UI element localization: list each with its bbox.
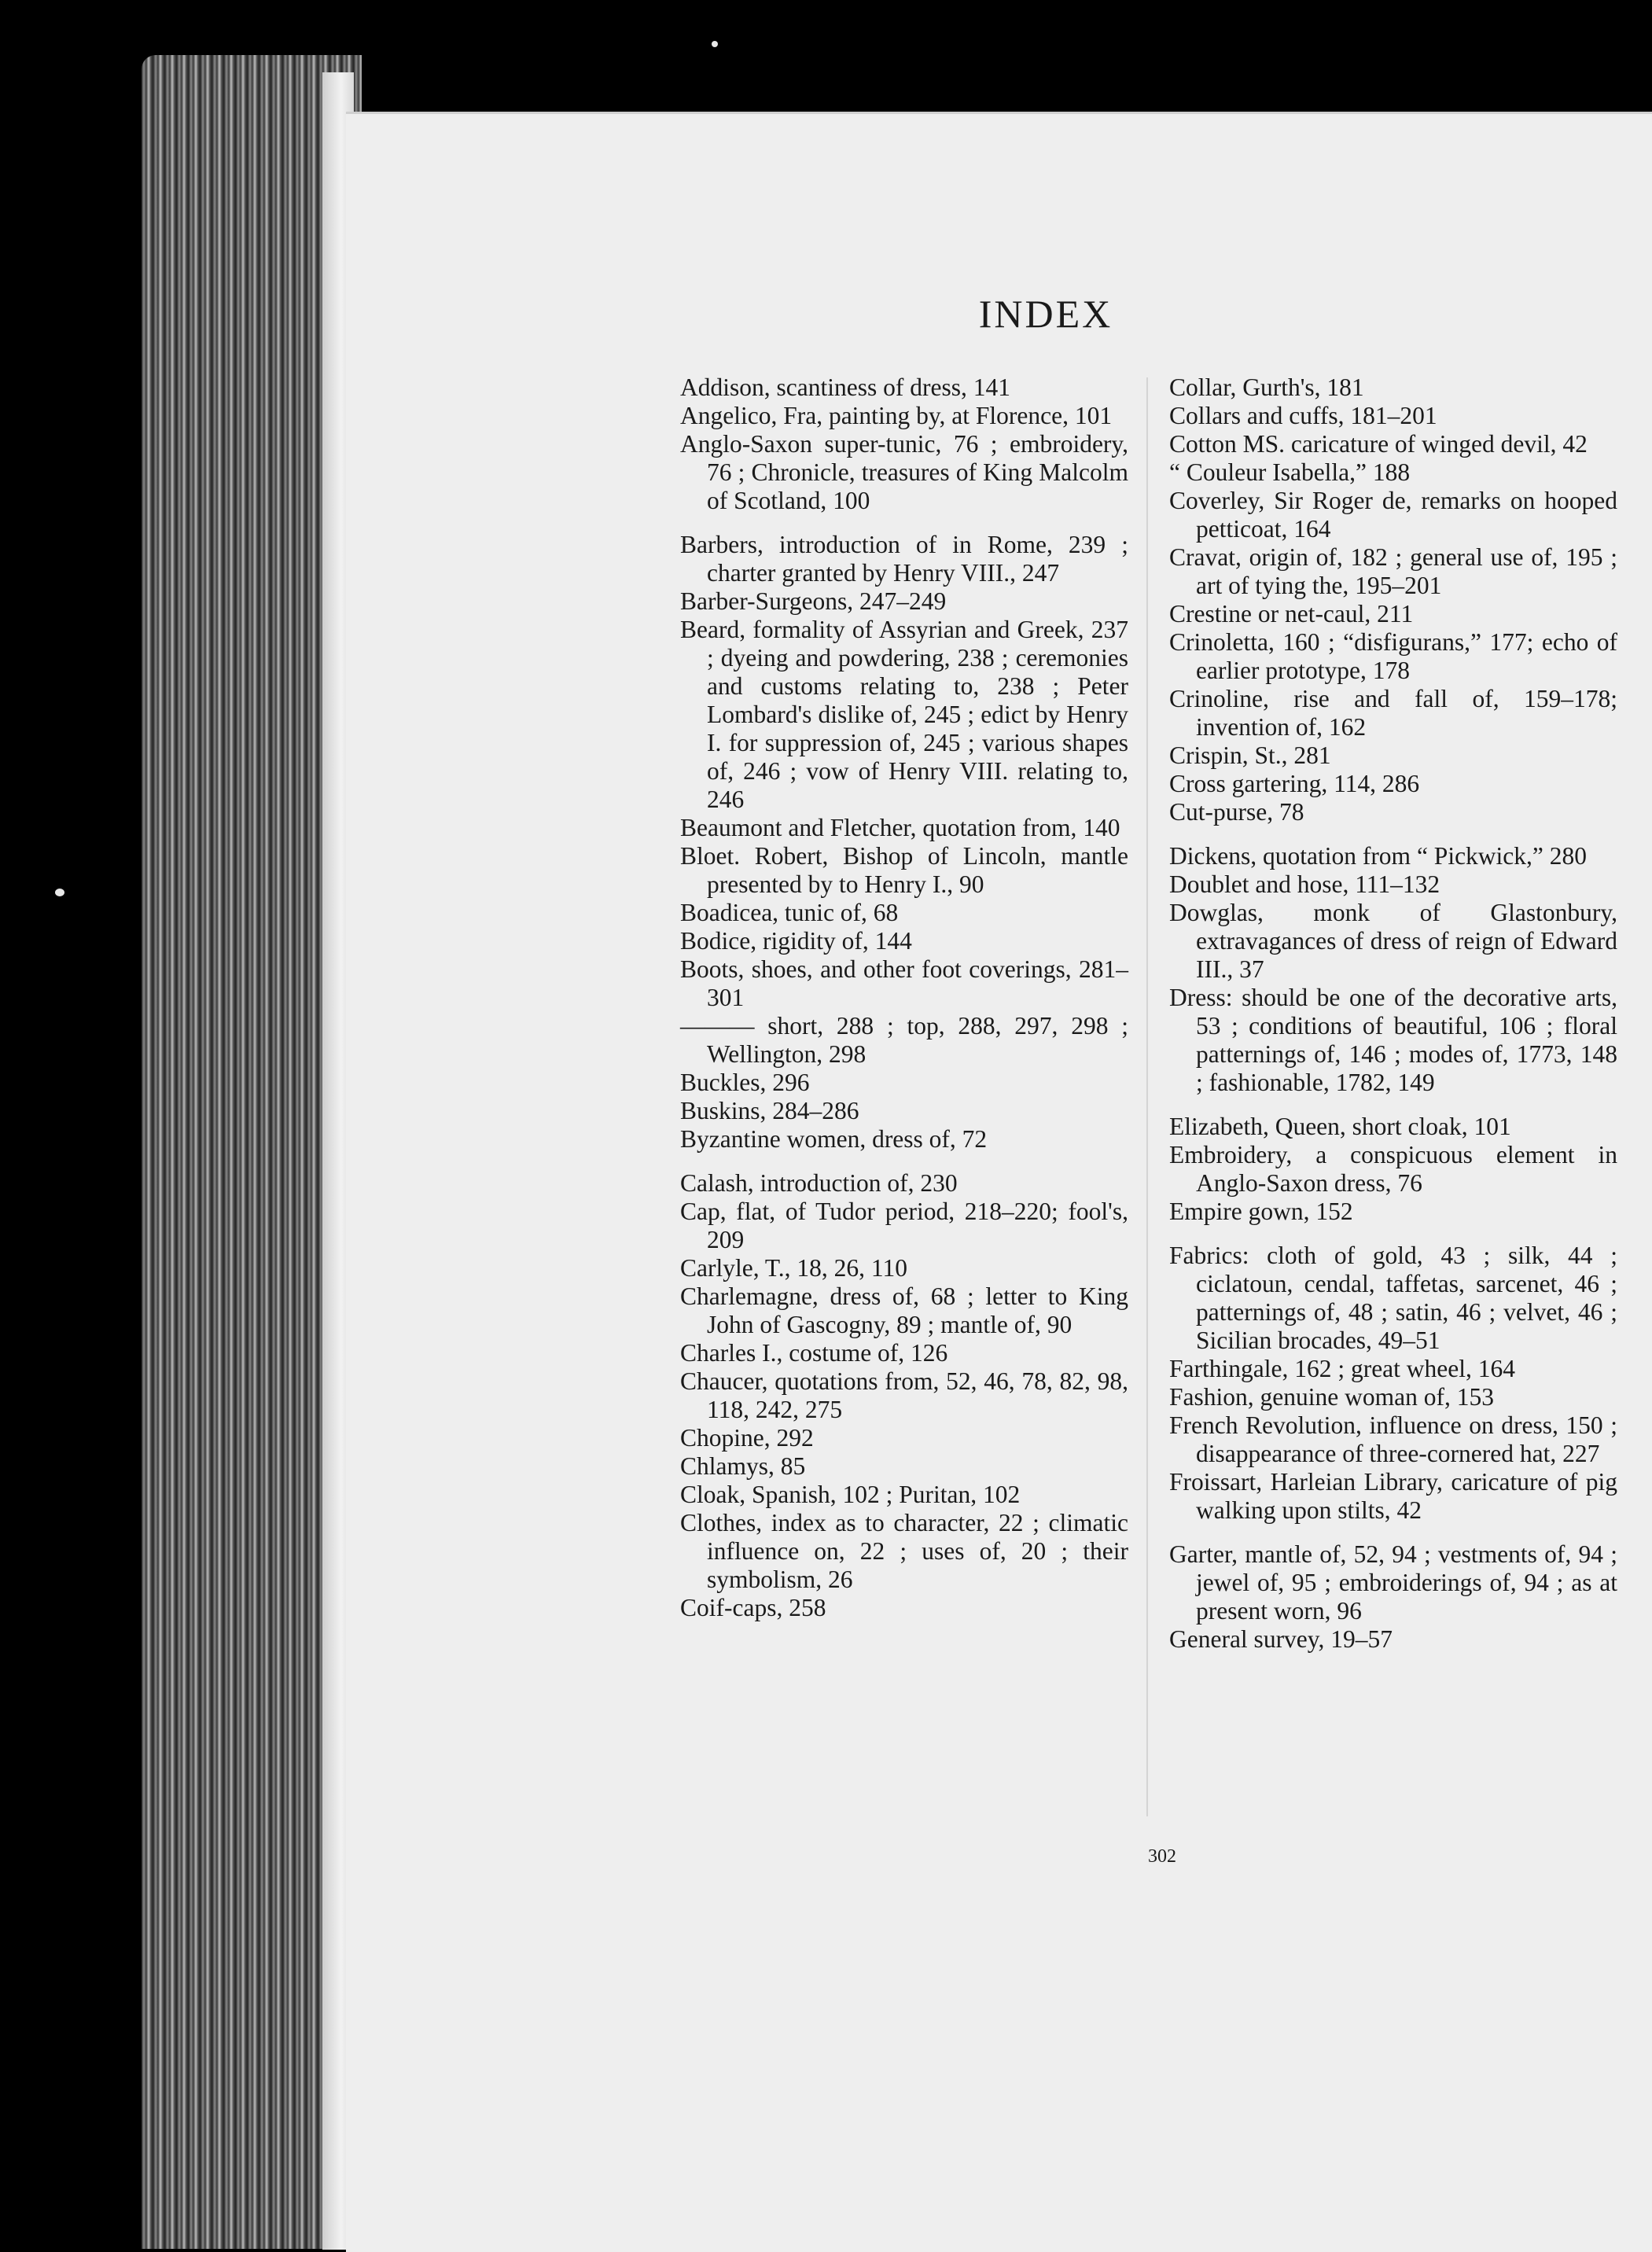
index-entry: Collar, Gurth's, 181 <box>1169 373 1364 401</box>
index-entry: Farthingale, 162 ; great wheel, 164 <box>1169 1355 1516 1382</box>
index-entry: Cravat, origin of, 182 ; general use of, 195 ; art of tying the, 195–201 <box>1169 543 1617 599</box>
index-entry: Byzantine women, dress of, 72 <box>680 1125 988 1153</box>
index-entry: Fashion, genuine woman of, 153 <box>1169 1383 1494 1411</box>
index-entry: Bodice, rigidity of, 144 <box>680 927 912 955</box>
index-entry: Chopine, 292 <box>680 1424 814 1452</box>
index-entry: Garter, mantle of, 52, 94 ; vestments of, 94 ; jewel of, 95 ; embroiderings of, 94 ; as at present worn, 96 <box>1169 1540 1617 1625</box>
index-entry: Chlamys, 85 <box>680 1452 806 1480</box>
index-entry: Charlemagne, dress of, 68 ; letter to King John of Gascogny, 89 ; mantle of, 90 <box>680 1282 1128 1338</box>
index-entry: French Revolution, influence on dress, 150 ; disappearance of three-cornered hat, 227 <box>1169 1411 1617 1467</box>
index-entry: Cross gartering, 114, 286 <box>1169 770 1420 797</box>
index-entry: Beaumont and Fletcher, quotation from, 140 <box>680 814 1120 841</box>
index-entry: Angelico, Fra, painting by, at Florence, 101 <box>680 402 1113 429</box>
index-column-right <box>1169 373 1617 1654</box>
index-entry: “ Couleur Isabella,” 188 <box>1169 458 1411 486</box>
index-entry: Barbers, introduction of in Rome, 239 ; charter granted by Henry VIII., 247 <box>680 531 1128 587</box>
dust-speck <box>712 41 718 47</box>
index-entry: Barber-Surgeons, 247–249 <box>680 587 947 615</box>
index-entry: ——— short, 288 ; top, 288, 297, 298 ; Wellington, 298 <box>680 1012 1128 1068</box>
page-number: 302 <box>1148 1846 1176 1867</box>
index-entry: Cut-purse, 78 <box>1169 798 1304 826</box>
index-entry: Carlyle, T., 18, 26, 110 <box>680 1254 908 1282</box>
index-entry: Crispin, St., 281 <box>1169 741 1331 769</box>
index-entry: Crinoline, rise and fall of, 159–178; invention of, 162 <box>1169 685 1617 741</box>
dust-speck <box>55 889 64 896</box>
index-entry: Empire gown, 152 <box>1169 1198 1353 1225</box>
index-entry: Cap, flat, of Tudor period, 218–220; fool's, 209 <box>680 1198 1128 1253</box>
index-entry: Chaucer, quotations from, 52, 46, 78, 82, 98, 118, 242, 275 <box>680 1367 1128 1423</box>
index-entry: Beard, formality of Assyrian and Greek, 237 ; dyeing and powdering, 238 ; ceremonies and customs relating to, 238 ; Peter Lombard's dislike of, 245 ; edict by Henry I. for suppression of, 245 ; various shapes of, 246 ; vow of Henry VIII. relating to, 246 <box>680 616 1128 813</box>
index-entry: Bloet. Robert, Bishop of Lincoln, mantle presented by to Henry I., 90 <box>680 842 1128 898</box>
index-entry: Coif-caps, 258 <box>680 1594 826 1621</box>
index-entry: Crestine or net-caul, 211 <box>1169 600 1414 627</box>
index-entry: Fabrics: cloth of gold, 43 ; silk, 44 ; ciclatoun, cendal, taffetas, sarcenet, 46 ; patternings of, 48 ; satin, 46 ; velvet, 46 ; Sicilian brocades, 49–51 <box>1169 1242 1617 1354</box>
index-entry: Buckles, 296 <box>680 1069 810 1096</box>
index-column-left <box>680 373 1128 1622</box>
index-entry: Cloak, Spanish, 102 ; Puritan, 102 <box>680 1481 1021 1508</box>
index-entry: Dickens, quotation from “ Pickwick,” 280 <box>1169 842 1588 870</box>
index-entry: Elizabeth, Queen, short cloak, 101 <box>1169 1113 1511 1140</box>
index-entry: Boadicea, tunic of, 68 <box>680 899 899 926</box>
index-entry: Collars and cuffs, 181–201 <box>1169 402 1437 429</box>
index-entry: Froissart, Harleian Library, caricature of pig walking upon stilts, 42 <box>1169 1468 1617 1524</box>
index-entry: General survey, 19–57 <box>1169 1625 1393 1653</box>
index-entry: Dress: should be one of the decorative arts, 53 ; conditions of beautiful, 106 ; floral patternings of, 146 ; modes of, 1773, 148 ; fashionable, 1782, 149 <box>1169 984 1617 1096</box>
index-entry: Buskins, 284–286 <box>680 1097 859 1124</box>
index-entry: Calash, introduction of, 230 <box>680 1169 958 1197</box>
index-entry: Boots, shoes, and other foot coverings, 281–301 <box>680 955 1128 1011</box>
index-entry: Doublet and hose, 111–132 <box>1169 870 1440 898</box>
index-entry: Clothes, index as to character, 22 ; climatic influence on, 22 ; uses of, 20 ; their symbolism, 26 <box>680 1509 1128 1593</box>
index-entry: Addison, scantiness of dress, 141 <box>680 373 1010 401</box>
column-divider <box>1146 377 1148 1816</box>
index-entry: Crinoletta, 160 ; “disfigurans,” 177; echo of earlier prototype, 178 <box>1169 628 1617 684</box>
index-entry: Charles I., costume of, 126 <box>680 1339 948 1367</box>
page-title: INDEX <box>978 292 1113 336</box>
index-entry: Coverley, Sir Roger de, remarks on hooped petticoat, 164 <box>1169 487 1617 543</box>
index-entry: Embroidery, a conspicuous element in Anglo-Saxon dress, 76 <box>1169 1141 1617 1197</box>
index-entry: Anglo-Saxon super-tunic, 76 ; embroidery, 76 ; Chronicle, treasures of King Malcolm of Scotland, 100 <box>680 430 1128 514</box>
index-entry: Dowglas, monk of Glastonbury, extravagances of dress of reign of Edward III., 37 <box>1169 899 1617 983</box>
index-entry: Cotton MS. caricature of winged devil, 42 <box>1169 430 1588 458</box>
